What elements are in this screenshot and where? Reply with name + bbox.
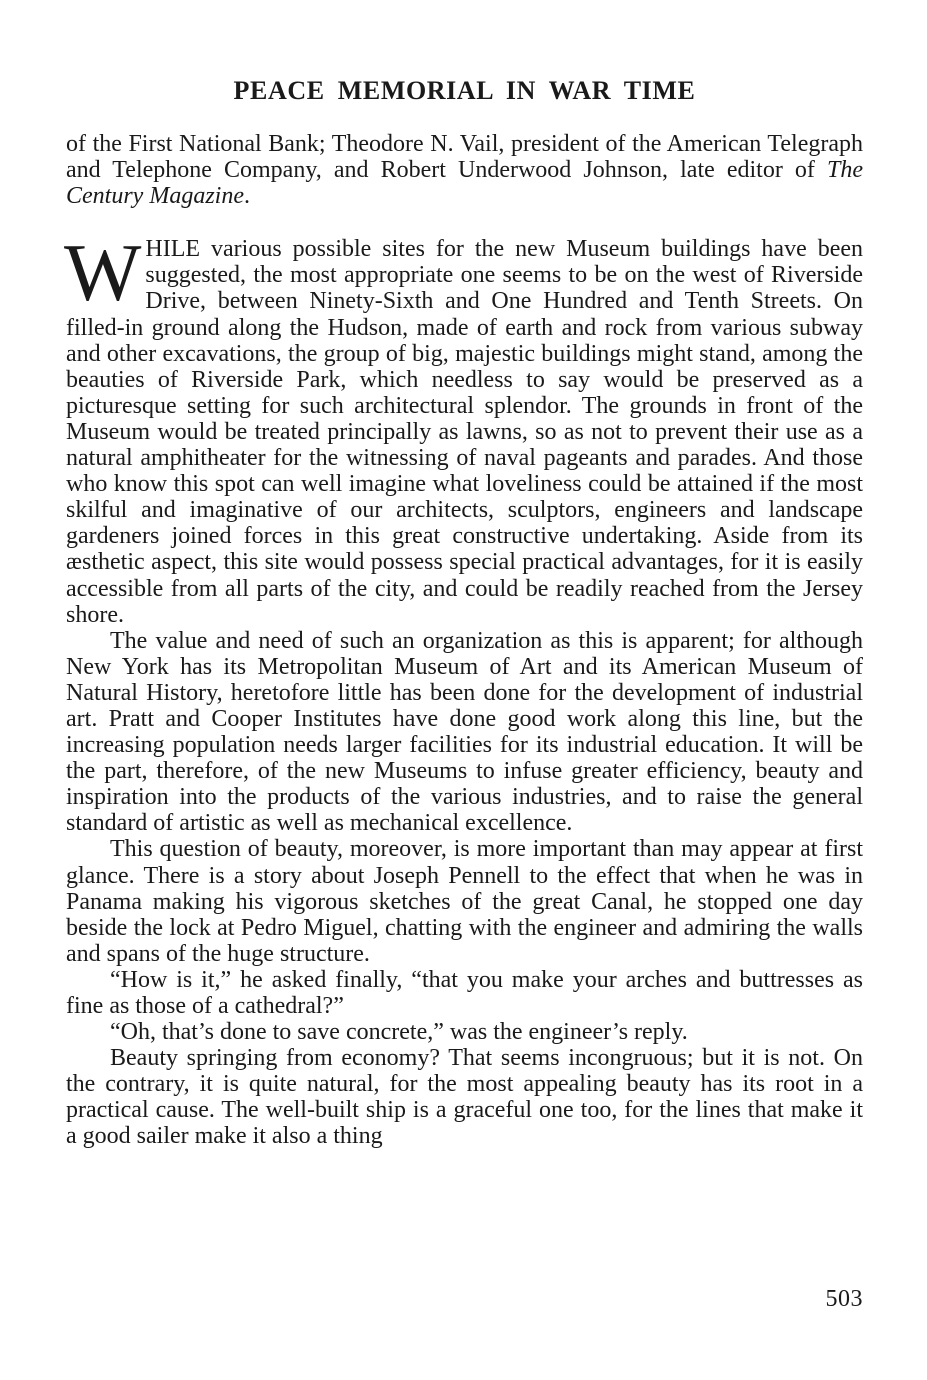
continued-paragraph [66, 131, 863, 209]
article-body [66, 131, 863, 1150]
paragraph-industrial-art: The value and need of such an organization as this is apparent; for although New York has its Metropolitan Museum of Art and its American Museum of Natural History, heretofore little has been done for the development of industrial art. Pratt and Cooper Institutes have done good work along this line, but the increasing population needs larger facilities for its industrial education. It will be the part, therefore, of the new Museums to infuse greater efficiency, beauty and inspiration into the products of the various industries, and to raise the general standard of artistic as well as mechanical excellence. [66, 627, 863, 837]
paragraph-beauty-economy: Beauty springing from economy? That seems incongruous; but it is not. On the contrary, it is quite natural, for the most appealing beauty has its root in a practical cause. The well-built ship is a graceful one too, for the lines that make it a good sailer make it also a thing [66, 1045, 863, 1150]
continued-end-punctuation: . [243, 183, 250, 210]
page-number: 503 [825, 1286, 863, 1312]
opening-paragraph-text: HILE various possible sites for the new Museum buildings have been suggested, the most appropriate one seems to be on the west of Riverside Drive, between Ninety-Sixth and One Hundred and Tenth Streets. On filled-in ground along the Hudson, made of earth and rock from various subway and other excavations, the group of big, majestic buildings might stand, among the beauties of Riverside Park, which needless to say would be preserved as a picturesque setting for such architectural splendor. The grounds in front of the Museum would be treated principally as lawns, so as not to prevent their use as a natural amphitheater for the witnessing of naval pageants and parades. And those who know this spot can well imagine what loveliness could be attained if the most skilful and imaginative of our architects, sculptors, engineers and landscape gardeners joined forces in this great constructive undertaking. Aside from its æsthetic aspect, this site would possess special practical advantages, for it is easily accessible from all parts of the city, and could be readily reached from the Jersey shore. [66, 236, 863, 628]
running-head: PEACE MEMORIAL IN WAR TIME [233, 76, 696, 105]
paragraph-engineer-reply: “Oh, that’s done to save concrete,” was the engineer’s reply. [110, 1019, 688, 1046]
opening-paragraph [64, 227, 863, 628]
paragraph-pennell-story: This question of beauty, moreover, is more important than may appear at first glance. There is a story about Joseph Pennell to the effect that when he was in Panama making his vigorous sketches of the great Canal, he stopped one day beside the lock at Pedro Miguel, chatting with the engineer and admiring the walls and spans of the huge structure. [66, 836, 863, 967]
book-page [66, 0, 863, 1380]
drop-cap: W [64, 227, 142, 319]
magazine-title: The Century Magazine [66, 157, 863, 210]
continued-text: of the First National Bank; Theodore N. Vail, president of the American Telegraph and Telephone Company, and Robert Underwood Johnson, late editor of [66, 131, 863, 184]
paragraph-pennell-question: “How is it,” he asked finally, “that you make your arches and buttresses as fine as those of a cathedral?” [66, 966, 863, 1019]
